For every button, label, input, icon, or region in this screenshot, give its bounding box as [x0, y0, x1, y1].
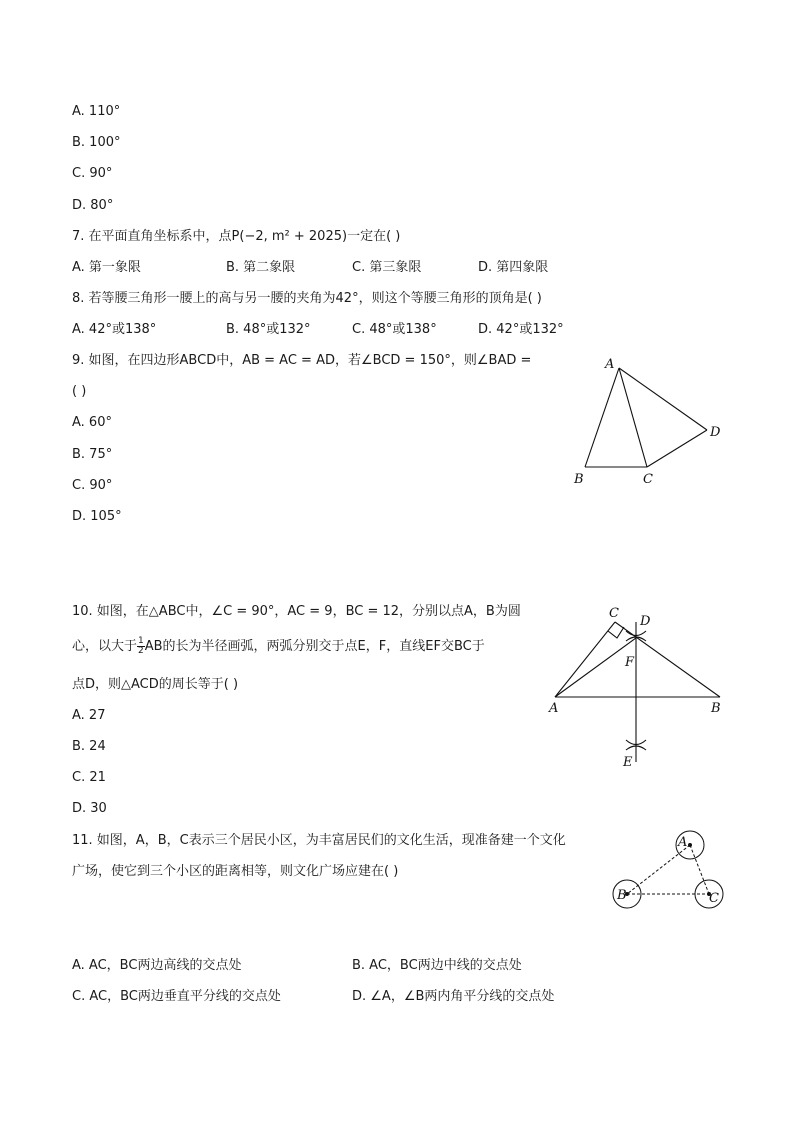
q8-option-b: B. 48°或132°	[226, 322, 311, 337]
q10-option-b: B. 24	[72, 739, 106, 754]
q7-option-c: C. 第三象限	[352, 260, 422, 275]
q10-option-a: A. 27	[72, 708, 106, 723]
q9-figure	[560, 348, 740, 493]
q9-label-b: B	[574, 472, 584, 487]
q11-label-c: C	[709, 891, 719, 906]
q8-option-d: D. 42°或132°	[478, 322, 564, 337]
q6-option-d: D. 80°	[72, 198, 114, 213]
q10-stem-line3: 点D，则△ACD的周长等于( )	[72, 677, 239, 692]
q11-dash-ab	[627, 845, 690, 894]
q11-options-row1	[72, 957, 632, 975]
q9-label-a: A	[605, 357, 615, 372]
q7-options	[72, 259, 592, 277]
q10-label-c: C	[609, 606, 619, 621]
q8-stem: 8. 若等腰三角形一腰上的高与另一腰的夹角为42°，则这个等腰三角形的顶角是( )	[72, 291, 542, 306]
q9-label-d: D	[710, 425, 721, 440]
q11-stem-line2: 广场，使它到三个小区的距离相等，则文化广场应建在( )	[72, 864, 399, 879]
q9-option-b: B. 75°	[72, 447, 113, 462]
q9-stem-line2: ( )	[72, 384, 87, 399]
q10-fraction	[137, 637, 145, 656]
q8-options	[72, 321, 592, 339]
q7-stem: 7. 在平面直角坐标系中，点P(−2, m² + 2025)一定在( )	[72, 229, 401, 244]
q10-label-b: B	[711, 701, 721, 716]
q9-segment-ac	[619, 368, 647, 467]
q10-stem-line2	[72, 637, 485, 656]
q11-point-a	[688, 843, 692, 847]
q10-label-d: D	[640, 614, 651, 629]
q10-frac-num: 1	[138, 636, 144, 646]
q6-option-b: B. 100°	[72, 135, 121, 150]
q11-figure	[605, 825, 730, 915]
q7-option-d: D. 第四象限	[478, 260, 549, 275]
q10-stem-post: AB的长为半径画弧，两弧分别交于点E，F，直线EF交BC于	[144, 639, 485, 654]
q6-option-a: A. 110°	[72, 104, 121, 119]
q9-segment-cd	[647, 430, 707, 467]
q9-segment-ab	[585, 368, 619, 467]
q11-options-row2	[72, 988, 632, 1006]
q10-label-f: F	[625, 655, 635, 670]
q9-option-c: C. 90°	[72, 478, 113, 493]
q9-option-a: A. 60°	[72, 415, 112, 430]
q10-option-c: C. 21	[72, 770, 106, 785]
q8-option-c: C. 48°或138°	[352, 322, 437, 337]
q7-option-a: A. 第一象限	[72, 260, 141, 275]
q10-stem-pre: 心，以大于	[72, 639, 138, 654]
q9-segment-ad	[619, 368, 707, 430]
q10-option-d: D. 30	[72, 801, 107, 816]
q11-label-a: A	[678, 835, 688, 850]
q7-option-b: B. 第二象限	[226, 260, 296, 275]
q6-option-c: C. 90°	[72, 166, 113, 181]
q10-label-a: A	[549, 701, 559, 716]
q9-option-d: D. 105°	[72, 509, 122, 524]
q10-stem-line1: 10. 如图，在△ABC中，∠C = 90°，AC = 9，BC = 12，分别以点A，B为圆	[72, 604, 521, 619]
q10-right-angle-mark	[608, 627, 624, 638]
q11-option-b: B. AC，BC两边中线的交点处	[352, 958, 522, 973]
q11-option-a: A. AC，BC两边高线的交点处	[72, 958, 242, 973]
q11-stem-line1: 11. 如图，A，B，C表示三个居民小区，为丰富居民们的文化生活，现准备建一个文化	[72, 833, 566, 848]
q9-label-c: C	[643, 472, 653, 487]
q11-option-d: D. ∠A，∠B两内角平分线的交点处	[352, 989, 555, 1004]
q9-stem-line1: 9. 如图，在四边形ABCD中，AB = AC = AD，若∠BCD = 150°，则∠BAD =	[72, 353, 532, 368]
q10-figure	[540, 600, 730, 775]
q8-option-a: A. 42°或138°	[72, 322, 157, 337]
q11-dash-ac	[690, 845, 709, 894]
q11-label-b: B	[617, 888, 627, 903]
q10-frac-den: 2	[138, 646, 144, 656]
q11-option-c: C. AC，BC两边垂直平分线的交点处	[72, 989, 281, 1004]
q10-label-e: E	[623, 755, 633, 770]
